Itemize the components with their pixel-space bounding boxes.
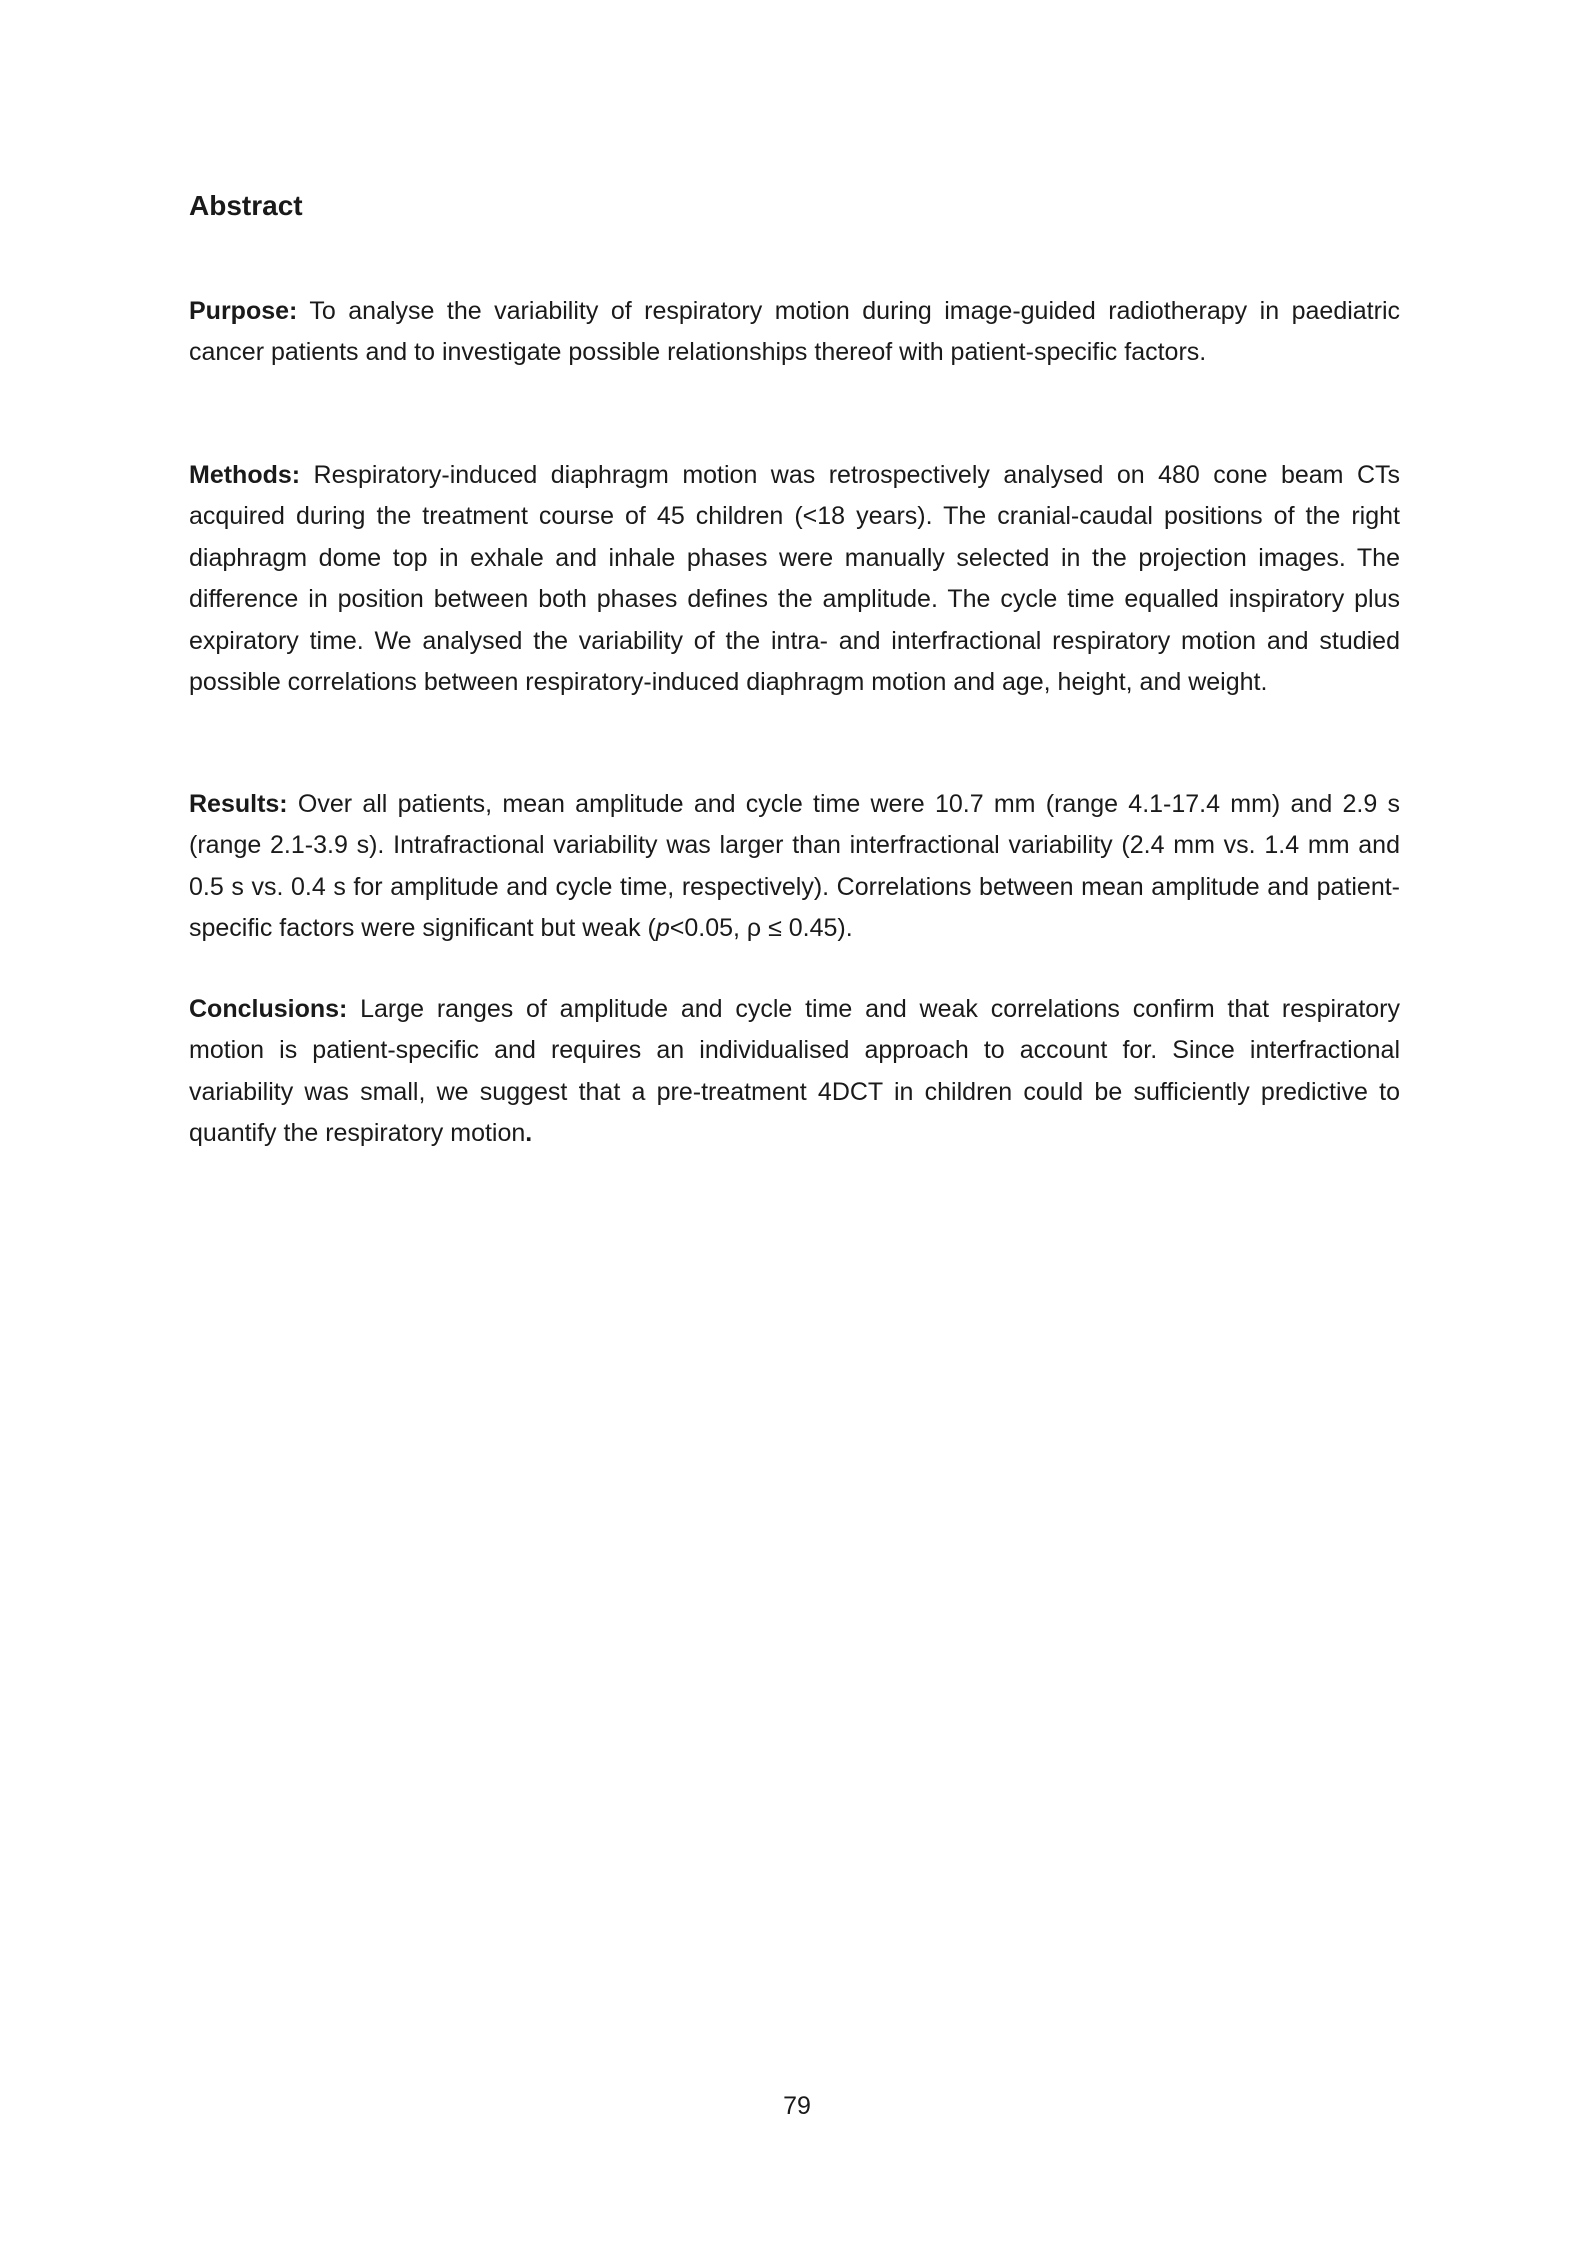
conclusions-period: . (525, 1119, 533, 1148)
results-text: Over all patients, mean amplitude and cycle time were 10.7 mm (range 4.1-17.4 mm) and 2.9 s (range 2.1-3.9 s). Intrafractional variability was larger than interfractional variability (2.4 mm vs. 1.4 mm and 0.5 s vs. 0.4 s for amplitude and cycle time, respectively). Correlations between mean amplitude and patient-specific factors were significant but weak ( (189, 790, 1400, 943)
results-label: Results: (189, 790, 288, 818)
conclusions-label: Conclusions: (189, 995, 348, 1023)
methods-paragraph (189, 455, 1400, 703)
page-number: 79 (783, 2092, 811, 2120)
conclusions-text: Large ranges of amplitude and cycle time and weak correlations confirm that respiratory motion is patient-specific and requires an individualised approach to account for. Since interfractional variability was small, we suggest that a pre-treatment 4DCT in children could be sufficiently predictive to quantify the respiratory motion (189, 995, 1400, 1148)
purpose-label: Purpose: (189, 297, 298, 325)
results-paragraph (189, 784, 1400, 950)
results-text-end: <0.05, ρ ≤ 0.45). (669, 914, 853, 943)
methods-label: Methods: (189, 461, 301, 489)
purpose-paragraph (189, 291, 1400, 374)
abstract-heading: Abstract (189, 190, 303, 221)
methods-text: Respiratory-induced diaphragm motion was retrospectively analysed on 480 cone beam CTs acquired during the treatment course of 45 children (<18 years). The cranial-caudal positions of the right diaphragm dome top in exhale and inhale phases were manually selected in the projection images. The difference in position between both phases defines the amplitude. The cycle time equalled inspiratory plus expiratory time. We analysed the variability of the intra- and interfractional respiratory motion and studied possible correlations between respiratory-induced diaphragm motion and age, height, and weight. (189, 461, 1400, 697)
p-value-symbol: p (655, 914, 670, 943)
conclusions-paragraph (189, 989, 1400, 1155)
purpose-text: To analyse the variability of respiratory motion during image-guided radiotherapy in paediatric cancer patients and to investigate possible relationships thereof with patient-specific factors. (189, 297, 1400, 367)
